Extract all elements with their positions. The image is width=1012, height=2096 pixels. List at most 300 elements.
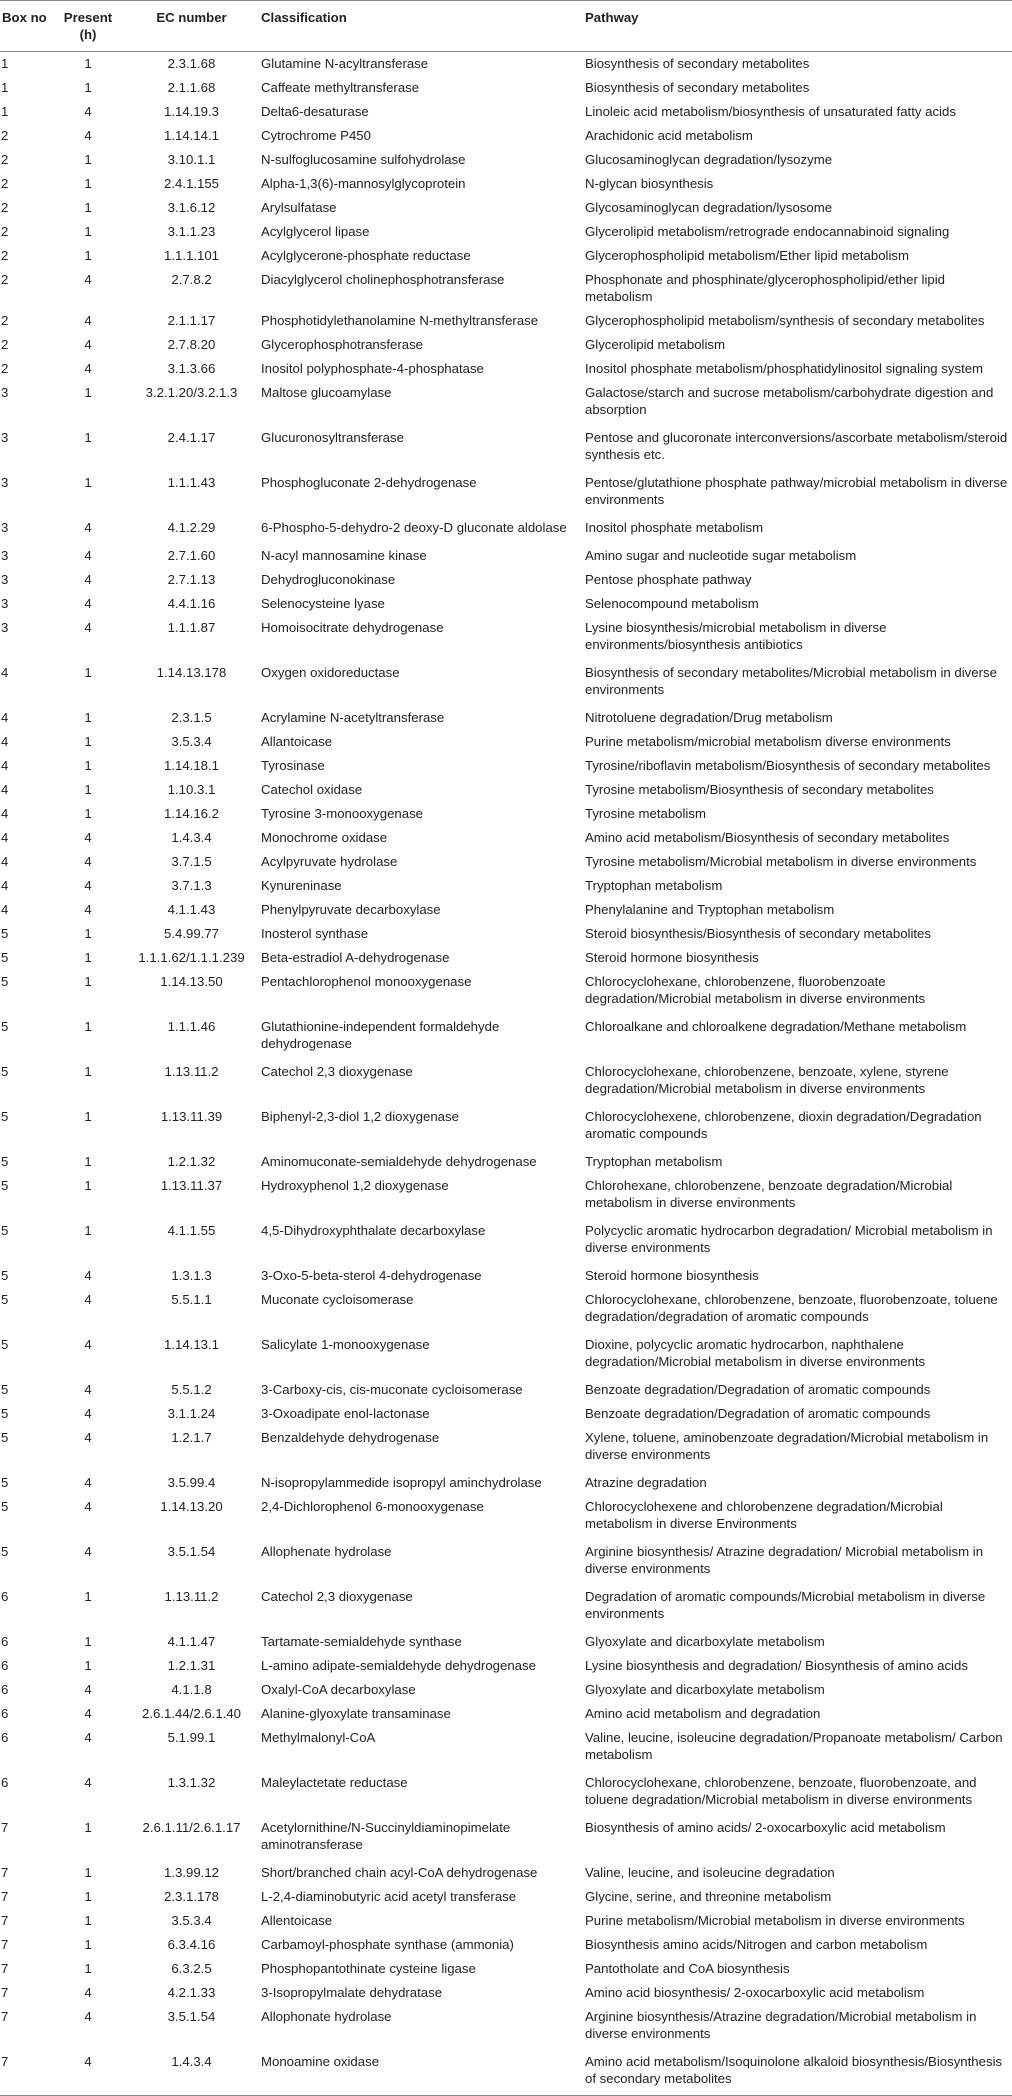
cell-pathway: Arginine biosynthesis/ Atrazine degradation/ Microbial metabolism in diverse environments <box>585 1544 984 1576</box>
cell-classification: Oxalyl-CoA decarboxylase <box>261 1682 416 1697</box>
cell-box-no: 4 <box>1 665 9 680</box>
table-row <box>0 1957 1012 1981</box>
cell-classification: Maltose glucoamylase <box>261 385 392 400</box>
cell-present: 4 <box>84 1730 92 1745</box>
cell-box-no: 1 <box>1 56 9 71</box>
cell-pathway: Glycine, serine, and threonine metabolism <box>585 1889 832 1904</box>
cell-present: 1 <box>84 782 92 797</box>
table-row <box>0 516 1012 544</box>
cell-present: 4 <box>84 596 92 611</box>
cell-present: 1 <box>84 248 92 263</box>
cell-pathway: Dioxine, polycyclic aromatic hydrocarbon, naphthalene degradation/Microbial metabolism in diverse environments <box>585 1337 926 1369</box>
cell-classification: Methylmalonyl-CoA <box>261 1730 376 1745</box>
cell-pathway: Tryptophan metabolism <box>585 878 723 893</box>
cell-box-no: 5 <box>1 1337 9 1352</box>
cell-present: 4 <box>84 902 92 917</box>
table-row <box>0 544 1012 568</box>
cell-box-no: 4 <box>1 854 9 869</box>
cell-pathway: Glyoxylate and dicarboxylate metabolism <box>585 1634 825 1649</box>
cell-classification: Alanine-glyoxylate transaminase <box>261 1706 451 1721</box>
cell-present: 1 <box>84 1913 92 1928</box>
table-row <box>0 1981 1012 2005</box>
cell-classification: Caffeate methyltransferase <box>261 80 420 95</box>
cell-ec-number: 1.13.11.37 <box>160 1178 223 1193</box>
table-row <box>0 426 1012 471</box>
table-row <box>0 471 1012 516</box>
cell-box-no: 7 <box>1 2009 9 2024</box>
cell-box-no: 3 <box>1 596 9 611</box>
cell-box-no: 4 <box>1 710 9 725</box>
cell-classification: Muconate cycloisomerase <box>261 1292 414 1307</box>
cell-pathway: Lysine biosynthesis/microbial metabolism in diverse environments/biosynthesis antibiotics <box>585 620 887 652</box>
cell-present: 4 <box>84 2009 92 2024</box>
cell-pathway: Inositol phosphate metabolism/phosphatidylinositol signaling system <box>585 361 984 376</box>
cell-ec-number: 2.3.1.68 <box>167 56 216 71</box>
cell-classification: Acylglycerol lipase <box>261 224 370 239</box>
cell-box-no: 7 <box>1 1820 9 1835</box>
table-row <box>0 730 1012 754</box>
cell-box-no: 3 <box>1 620 9 635</box>
cell-pathway: N-glycan biosynthesis <box>585 176 714 191</box>
table-row <box>0 778 1012 802</box>
cell-present: 4 <box>84 520 92 535</box>
cell-box-no: 5 <box>1 1064 9 1079</box>
cell-box-no: 5 <box>1 1268 9 1283</box>
cell-pathway: Pentose phosphate pathway <box>585 572 752 587</box>
cell-pathway: Galactose/starch and sucrose metabolism/carbohydrate digestion and absorption <box>585 385 994 417</box>
cell-box-no: 6 <box>1 1658 9 1673</box>
cell-present: 1 <box>84 80 92 95</box>
table-row <box>0 616 1012 661</box>
cell-ec-number: 1.4.3.4 <box>171 830 212 845</box>
cell-box-no: 6 <box>1 1589 9 1604</box>
cell-pathway: Glycerophospholipid metabolism/Ether lipid metabolism <box>585 248 909 263</box>
cell-box-no: 1 <box>1 80 9 95</box>
cell-pathway: Nitrotoluene degradation/Drug metabolism <box>585 710 833 725</box>
table-row <box>0 661 1012 706</box>
cell-ec-number: 1.14.16.2 <box>164 806 219 821</box>
cell-pathway: Tryptophan metabolism <box>585 1154 723 1169</box>
cell-present: 4 <box>84 548 92 563</box>
cell-classification: Phosphopantothinate cysteine ligase <box>261 1961 476 1976</box>
cell-pathway: Pantotholate and CoA biosynthesis <box>585 1961 790 1976</box>
cell-ec-number: 1.4.3.4 <box>124 2050 259 2096</box>
table-row <box>0 1654 1012 1678</box>
cell-classification: Benzaldehyde dehydrogenase <box>261 1430 440 1445</box>
cell-box-no: 6 <box>1 1730 9 1745</box>
cell-ec-number: 2.6.1.44/2.6.1.40 <box>142 1706 241 1721</box>
cell-box-no: 3 <box>1 572 9 587</box>
cell-ec-number: 1.14.13.20 <box>160 1499 223 1514</box>
cell-ec-number: 4.4.1.16 <box>167 596 216 611</box>
cell-ec-number: 1.14.13.50 <box>160 974 223 989</box>
cell-present: 1 <box>84 758 92 773</box>
cell-ec-number: 3.1.6.12 <box>167 200 216 215</box>
cell-classification: Acetylornithine/N-Succinyldiaminopimelate aminotransferase <box>261 1820 511 1852</box>
cell-pathway: Phosphonate and phosphinate/glycerophospholipid/ether lipid metabolism <box>585 272 945 304</box>
cell-pathway: Pentose and glucoronate interconversions/ascorbate metabolism/steroid synthesis etc. <box>585 430 1008 462</box>
header-classification: Classification <box>259 1 583 52</box>
cell-ec-number: 6.3.2.5 <box>171 1961 212 1976</box>
cell-classification: Salicylate 1-monooxygenase <box>261 1337 430 1352</box>
cell-present: 4 <box>84 313 92 328</box>
cell-ec-number: 4.1.1.43 <box>167 902 216 917</box>
cell-box-no: 4 <box>1 782 9 797</box>
cell-pathway: Amino acid metabolism and degradation <box>585 1706 821 1721</box>
cell-ec-number: 4.1.1.55 <box>167 1223 216 1238</box>
cell-ec-number: 2.7.1.60 <box>167 548 216 563</box>
cell-box-no: 5 <box>1 1544 9 1559</box>
cell-present: 1 <box>84 950 92 965</box>
cell-classification: 4,5-Dihydroxyphthalate decarboxylase <box>261 1223 486 1238</box>
table-row <box>0 76 1012 100</box>
table-row <box>0 172 1012 196</box>
cell-classification: Inosterol synthase <box>261 926 369 941</box>
cell-box-no: 2 <box>1 128 9 143</box>
cell-pathway: Purine metabolism/Microbial metabolism in diverse environments <box>585 1913 965 1928</box>
cell-present: 4 <box>84 1430 92 1445</box>
cell-classification: Cytrochrome P450 <box>261 128 371 143</box>
cell-present: 1 <box>84 224 92 239</box>
cell-present: 1 <box>84 1589 92 1604</box>
cell-present: 4 <box>84 1775 92 1790</box>
cell-pathway: Arginine biosynthesis/Atrazine degradation/Microbial metabolism in diverse environments <box>585 2009 977 2041</box>
cell-ec-number: 5.5.1.1 <box>171 1292 212 1307</box>
cell-pathway: Arachidonic acid metabolism <box>585 128 753 143</box>
cell-box-no: 2 <box>1 337 9 352</box>
cell-ec-number: 3.7.1.5 <box>171 854 212 869</box>
cell-box-no: 2 <box>1 248 9 263</box>
cell-box-no: 2 <box>1 313 9 328</box>
cell-box-no: 5 <box>1 1178 9 1193</box>
cell-present: 1 <box>84 1961 92 1976</box>
cell-present: 4 <box>84 1268 92 1283</box>
cell-box-no: 3 <box>1 520 9 535</box>
cell-present: 4 <box>84 1406 92 1421</box>
cell-present: 4 <box>84 572 92 587</box>
table-row <box>0 922 1012 946</box>
cell-ec-number: 4.1.1.47 <box>167 1634 216 1649</box>
cell-box-no: 6 <box>1 1634 9 1649</box>
cell-classification: N-isopropylammedide isopropyl aminchydrolase <box>261 1475 542 1490</box>
cell-classification: Kynureninase <box>261 878 342 893</box>
table-row <box>0 1378 1012 1402</box>
cell-ec-number: 1.13.11.2 <box>164 1589 219 1604</box>
cell-present: 4 <box>84 1682 92 1697</box>
cell-ec-number: 3.1.3.66 <box>167 361 216 376</box>
table-row <box>0 1909 1012 1933</box>
cell-classification: Allantoicase <box>261 734 333 749</box>
cell-ec-number: 2.7.8.2 <box>171 272 212 287</box>
cell-present: 1 <box>84 475 92 490</box>
table-row <box>0 1540 1012 1585</box>
cell-box-no: 5 <box>1 950 9 965</box>
cell-box-no: 7 <box>1 1865 9 1880</box>
table-row <box>0 754 1012 778</box>
table-row <box>0 220 1012 244</box>
cell-classification: Phosphogluconate 2-dehydrogenase <box>261 475 477 490</box>
cell-present: 1 <box>84 56 92 71</box>
cell-present: 4 <box>84 1985 92 2000</box>
cell-classification: Acylglycerone-phosphate reductase <box>261 248 471 263</box>
table-row <box>0 1150 1012 1174</box>
cell-ec-number: 3.10.1.1 <box>167 152 216 167</box>
table-row <box>0 309 1012 333</box>
cell-classification: 3-Carboxy-cis, cis-muconate cycloisomerase <box>261 1382 523 1397</box>
cell-pathway: Phenylalanine and Tryptophan metabolism <box>585 902 835 917</box>
table-row <box>0 1726 1012 1771</box>
cell-present: 1 <box>84 1937 92 1952</box>
cell-ec-number: 1.3.99.12 <box>164 1865 219 1880</box>
table-row <box>0 970 1012 1015</box>
table-row <box>0 1105 1012 1150</box>
cell-present: 1 <box>84 176 92 191</box>
cell-box-no: 6 <box>1 1706 9 1721</box>
cell-classification: Arylsulfatase <box>261 200 337 215</box>
cell-classification: Glycerophosphotransferase <box>261 337 424 352</box>
cell-present: 1 <box>84 1820 92 1835</box>
cell-present: 1 <box>84 1178 92 1193</box>
cell-ec-number: 3.5.99.4 <box>167 1475 216 1490</box>
table-row <box>0 874 1012 898</box>
cell-box-no: 2 <box>1 224 9 239</box>
cell-pathway: Tyrosine metabolism/Microbial metabolism in diverse environments <box>585 854 977 869</box>
cell-ec-number: 3.2.1.20/3.2.1.3 <box>145 385 238 400</box>
cell-classification: N-acyl mannosamine kinase <box>261 548 427 563</box>
cell-pathway: Biosynthesis amino acids/Nitrogen and carbon metabolism <box>585 1937 928 1952</box>
cell-classification: Phenylpyruvate decarboxylase <box>261 902 441 917</box>
cell-pathway: Amino acid biosynthesis/ 2-oxocarboxylic acid metabolism <box>585 1985 925 2000</box>
table-row <box>0 1585 1012 1630</box>
cell-pathway: Inositol phosphate metabolism <box>585 520 764 535</box>
cell-pathway: Benzoate degradation/Degradation of aromatic compounds <box>585 1406 931 1421</box>
cell-box-no: 5 <box>1 1406 9 1421</box>
cell-pathway: Glycerolipid metabolism <box>585 337 725 352</box>
cell-classification: Short/branched chain acyl-CoA dehydrogenase <box>261 1865 538 1880</box>
table-row <box>0 1933 1012 1957</box>
cell-present: 1 <box>84 385 92 400</box>
cell-pathway: Amino acid metabolism/Biosynthesis of secondary metabolites <box>585 830 950 845</box>
cell-pathway: Tyrosine metabolism <box>585 806 706 821</box>
cell-present: 1 <box>84 200 92 215</box>
cell-pathway: Chlorocyclohexane, chlorobenzene, benzoate, fluorobenzoate, and toluene degradation/Microbial metabolism in diverse environments <box>585 1775 977 1807</box>
cell-classification: Aminomuconate-semialdehyde dehydrogenase <box>261 1154 537 1169</box>
cell-present: 1 <box>84 430 92 445</box>
cell-box-no: 7 <box>1 1961 9 1976</box>
header-pathway: Pathway <box>583 1 1012 52</box>
cell-ec-number: 1.1.1.62/1.1.1.239 <box>138 950 245 965</box>
cell-pathway: Biosynthesis of secondary metabolites <box>585 56 810 71</box>
cell-present: 4 <box>84 128 92 143</box>
table-row <box>0 268 1012 309</box>
cell-present: 4 <box>84 1337 92 1352</box>
cell-classification: Hydroxyphenol 1,2 dioxygenase <box>261 1178 449 1193</box>
cell-box-no: 2 <box>1 272 9 287</box>
cell-classification: Monoamine oxidase <box>259 2050 583 2096</box>
cell-classification: Biphenyl-2,3-diol 1,2 dioxygenase <box>261 1109 459 1124</box>
cell-classification: Acylpyruvate hydrolase <box>261 854 398 869</box>
cell-pathway: Glycerolipid metabolism/retrograde endocannabinoid signaling <box>585 224 950 239</box>
table-row <box>0 1861 1012 1885</box>
cell-classification: 3-Isopropylmalate dehydratase <box>261 1985 443 2000</box>
cell-box-no: 4 <box>1 830 9 845</box>
cell-ec-number: 1.1.1.46 <box>167 1019 216 1034</box>
cell-ec-number: 3.1.1.23 <box>167 224 216 239</box>
cell-ec-number: 1.13.11.39 <box>160 1109 223 1124</box>
cell-classification: Allentoicase <box>261 1913 333 1928</box>
table-row <box>0 381 1012 426</box>
cell-present: 1 <box>84 1019 92 1034</box>
cell-box-no: 5 <box>1 1223 9 1238</box>
table-row <box>0 1060 1012 1105</box>
cell-box-no: 2 <box>1 361 9 376</box>
cell-box-no: 5 <box>1 1292 9 1307</box>
cell-classification: Allophenate hydrolase <box>261 1544 392 1559</box>
cell-present: 1 <box>84 1064 92 1079</box>
table-row <box>0 1402 1012 1426</box>
cell-present: 4 <box>84 1544 92 1559</box>
table-row <box>0 946 1012 970</box>
cell-box-no: 6 <box>1 1775 9 1790</box>
cell-classification: Delta6-desaturase <box>261 104 369 119</box>
table-row <box>0 1678 1012 1702</box>
cell-present: 1 <box>84 1109 92 1124</box>
cell-pathway: Valine, leucine, and isoleucine degradation <box>585 1865 835 1880</box>
cell-classification: N-sulfoglucosamine sulfohydrolase <box>261 152 466 167</box>
cell-ec-number: 1.1.1.101 <box>164 248 219 263</box>
cell-ec-number: 3.5.3.4 <box>171 734 212 749</box>
table-row <box>0 244 1012 268</box>
cell-present: 4 <box>84 337 92 352</box>
cell-ec-number: 1.1.1.87 <box>167 620 216 635</box>
table-row <box>0 1264 1012 1288</box>
cell-pathway: Linoleic acid metabolism/biosynthesis of unsaturated fatty acids <box>585 104 956 119</box>
header-present: Present (h) <box>52 1 124 52</box>
cell-box-no: 5 <box>1 974 9 989</box>
cell-ec-number: 1.3.1.32 <box>167 1775 216 1790</box>
cell-box-no: 5 <box>1 1430 9 1445</box>
cell-ec-number: 4.2.1.33 <box>167 1985 216 2000</box>
cell-ec-number: 1.2.1.31 <box>167 1658 216 1673</box>
cell-ec-number: 1.2.1.7 <box>171 1430 212 1445</box>
cell-ec-number: 1.10.3.1 <box>167 782 216 797</box>
cell-pathway: Steroid biosynthesis/Biosynthesis of secondary metabolites <box>585 926 931 941</box>
cell-box-no: 3 <box>1 475 9 490</box>
cell-pathway: Valine, leucine, isoleucine degradation/Propanoate metabolism/ Carbon metabolism <box>585 1730 1003 1762</box>
cell-classification: 6-Phospho-5-dehydro-2 deoxy-D gluconate aldolase <box>261 520 567 535</box>
cell-classification: Dehydrogluconokinase <box>261 572 396 587</box>
table-row <box>0 357 1012 381</box>
table-row <box>0 898 1012 922</box>
cell-present: 4 <box>84 878 92 893</box>
cell-present: 1 <box>84 1154 92 1169</box>
table-row <box>0 333 1012 357</box>
cell-box-no: 7 <box>1 1913 9 1928</box>
table-row <box>0 1885 1012 1909</box>
cell-pathway: Glycosaminoglycan degradation/lysosome <box>585 200 833 215</box>
table-row <box>0 100 1012 124</box>
cell-present: 1 <box>84 926 92 941</box>
cell-box-no: 2 <box>1 200 9 215</box>
cell-ec-number: 4.1.2.29 <box>167 520 216 535</box>
cell-present: 1 <box>84 1865 92 1880</box>
cell-ec-number: 2.1.1.17 <box>167 313 216 328</box>
cell-ec-number: 3.7.1.3 <box>171 878 212 893</box>
cell-present: 4 <box>84 1382 92 1397</box>
cell-box-no: 2 <box>1 176 9 191</box>
cell-pathway: Chloroalkane and chloroalkene degradation/Methane metabolism <box>585 1019 967 1034</box>
cell-ec-number: 2.3.1.178 <box>164 1889 219 1904</box>
cell-present: 1 <box>84 665 92 680</box>
table-row <box>0 1333 1012 1378</box>
table-row <box>0 1174 1012 1219</box>
table-row <box>0 148 1012 172</box>
table-row <box>0 1495 1012 1540</box>
cell-ec-number: 1.14.18.1 <box>164 758 219 773</box>
header-box-no: Box no <box>0 1 52 52</box>
table-row <box>0 52 1012 77</box>
cell-ec-number: 5.5.1.2 <box>171 1382 212 1397</box>
cell-classification: Beta-estradiol A-dehydrogenase <box>261 950 450 965</box>
table-row <box>0 826 1012 850</box>
table-row <box>0 196 1012 220</box>
table-row <box>0 1426 1012 1471</box>
cell-ec-number: 6.3.4.16 <box>167 1937 216 1952</box>
cell-box-no: 2 <box>1 152 9 167</box>
header-row <box>0 1 1012 52</box>
cell-ec-number: 3.5.1.54 <box>167 2009 216 2024</box>
cell-ec-number: 1.14.19.3 <box>164 104 219 119</box>
cell-classification: Carbamoyl-phosphate synthase (ammonia) <box>261 1937 514 1952</box>
cell-classification: Tyrosine 3-monooxygenase <box>261 806 424 821</box>
cell-ec-number: 1.14.13.1 <box>164 1337 219 1352</box>
cell-classification: Inositol polyphosphate-4-phosphatase <box>261 361 484 376</box>
table-row <box>0 1816 1012 1861</box>
cell-pathway: Glyoxylate and dicarboxylate metabolism <box>585 1682 825 1697</box>
table-row <box>0 2050 1012 2096</box>
cell-classification: Phosphotidylethanolamine N-methyltransferase <box>261 313 539 328</box>
cell-classification: Alpha-1,3(6)-mannosylglycoprotein <box>261 176 466 191</box>
cell-classification: Glucuronosyltransferase <box>261 430 404 445</box>
cell-ec-number: 1.13.11.2 <box>164 1064 219 1079</box>
cell-classification: Glutamine N-acyltransferase <box>261 56 429 71</box>
cell-ec-number: 3.1.1.24 <box>167 1406 216 1421</box>
table-row <box>0 124 1012 148</box>
cell-box-no: 4 <box>1 902 9 917</box>
cell-ec-number: 1.14.13.178 <box>156 665 227 680</box>
table-row <box>0 802 1012 826</box>
cell-ec-number: 2.4.1.17 <box>167 430 216 445</box>
cell-ec-number: 1.3.1.3 <box>171 1268 212 1283</box>
table-row <box>0 1015 1012 1060</box>
cell-present: 1 <box>84 806 92 821</box>
cell-ec-number: 2.4.1.155 <box>164 176 219 191</box>
cell-pathway: Biosynthesis of secondary metabolites <box>585 80 810 95</box>
cell-ec-number: 4.1.1.8 <box>171 1682 212 1697</box>
cell-ec-number: 2.6.1.11/2.6.1.17 <box>142 1820 241 1835</box>
cell-present: 4 <box>84 830 92 845</box>
cell-classification: Glutathionine-independent formaldehyde dehydrogenase <box>261 1019 500 1051</box>
cell-ec-number: 2.7.1.13 <box>167 572 216 587</box>
cell-ec-number: 1.14.14.1 <box>164 128 219 143</box>
cell-ec-number: 5.4.99.77 <box>164 926 219 941</box>
cell-present: 1 <box>84 734 92 749</box>
cell-box-no: 5 <box>1 1154 9 1169</box>
table-row <box>0 1630 1012 1654</box>
cell-present: 4 <box>84 1706 92 1721</box>
cell-pathway: Purine metabolism/microbial metabolism diverse environments <box>585 734 951 749</box>
cell-box-no: 3 <box>1 385 9 400</box>
